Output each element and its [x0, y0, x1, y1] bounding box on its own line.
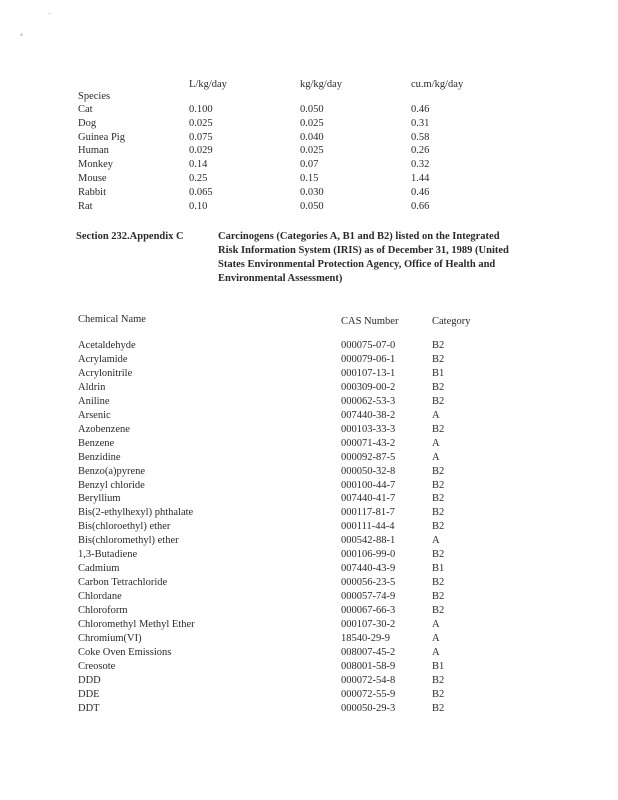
- cas-number: 000107-13-1: [341, 367, 396, 379]
- cas-number: 000056-23-5: [341, 577, 396, 589]
- category-value: B2: [432, 605, 445, 617]
- l-kg-day-value: 0.100: [189, 104, 213, 115]
- cas-number: 000106-99-0: [341, 549, 396, 561]
- chemical-name: Acrylonitrile: [78, 367, 133, 379]
- species-name: Mouse: [78, 173, 107, 184]
- species-row: [0, 158, 618, 172]
- chemical-name: Coke Oven Emissions: [78, 646, 172, 658]
- kg-kg-day-value: 0.040: [300, 131, 324, 143]
- chemical-row: [0, 465, 618, 479]
- cu-m-kg-day-value: 0.58: [411, 131, 430, 143]
- chemical-name: Beryllium: [78, 493, 121, 505]
- cas-number: 000050-32-8: [341, 465, 396, 477]
- chemical-row: [0, 451, 618, 465]
- species-name: Guinea Pig: [78, 131, 125, 143]
- species-row-header: Species: [78, 91, 111, 102]
- chemical-name: DDT: [78, 702, 100, 714]
- cas-number: 000075-07-0: [341, 340, 396, 351]
- chemical-name: Bis(2-ethylhexyl) phthalate: [78, 507, 194, 519]
- category-value: B2: [432, 381, 445, 393]
- column-header-kg-kg-day: kg/kg/day: [300, 79, 342, 90]
- category-value: B2: [432, 521, 445, 533]
- species-row: [0, 144, 618, 158]
- category-value: A: [432, 535, 440, 547]
- species-row: [0, 103, 618, 117]
- chemical-row: [0, 534, 618, 548]
- chemical-row: [0, 646, 618, 660]
- category-value: B2: [432, 395, 445, 407]
- species-row: [0, 172, 618, 186]
- category-value: A: [432, 409, 440, 421]
- cas-number: 000071-43-2: [341, 437, 396, 449]
- chemical-name: Bis(chloromethyl) ether: [78, 535, 179, 547]
- cas-number: 000542-88-1: [341, 535, 396, 547]
- category-value: B2: [432, 591, 445, 603]
- kg-kg-day-value: 0.050: [300, 104, 324, 115]
- category-value: B2: [432, 688, 445, 700]
- category-value: A: [432, 632, 440, 644]
- chemical-row: [0, 548, 618, 562]
- species-row: [0, 117, 618, 131]
- chemical-row: [0, 367, 618, 381]
- section-label: Section 232.Appendix C: [76, 231, 184, 242]
- cas-number: 000111-44-4: [341, 521, 395, 533]
- category-value: B2: [432, 549, 445, 561]
- kg-kg-day-value: 0.07: [300, 159, 319, 171]
- category-value: B2: [432, 465, 445, 477]
- chemical-row: [0, 674, 618, 688]
- chemical-name: Creosote: [78, 660, 116, 672]
- chemical-name: DDD: [78, 674, 101, 686]
- chemical-name: Chloromethyl Methyl Ether: [78, 619, 195, 630]
- chemical-name: Bis(chloroethyl) ether: [78, 521, 171, 533]
- column-header-l-kg-day: L/kg/day: [189, 79, 227, 90]
- cas-number: 000050-29-3: [341, 702, 396, 714]
- chemical-name: Acrylamide: [78, 353, 128, 365]
- kg-kg-day-value: 0.15: [300, 173, 319, 184]
- scan-mark-dash: -: [48, 8, 51, 18]
- chemical-name: Benzo(a)pyrene: [78, 465, 146, 477]
- cas-number: 000079-06-1: [341, 353, 396, 365]
- cu-m-kg-day-value: 0.46: [411, 186, 430, 198]
- chemical-row: [0, 660, 618, 674]
- category-value: A: [432, 437, 440, 449]
- chemical-name: Chloroform: [78, 605, 128, 617]
- cas-number: 000100-44-7: [341, 479, 396, 491]
- cu-m-kg-day-value: 0.26: [411, 145, 430, 157]
- chemical-row: [0, 520, 618, 534]
- chemical-row: [0, 492, 618, 506]
- category-value: B1: [432, 660, 445, 672]
- species-row: [0, 186, 618, 200]
- category-value: B2: [432, 493, 445, 505]
- cas-number: 18540-29-9: [341, 632, 390, 644]
- chemical-name: Benzene: [78, 437, 115, 449]
- species-name: Cat: [78, 104, 93, 115]
- cu-m-kg-day-value: 0.46: [411, 104, 430, 115]
- chemical-row: [0, 604, 618, 618]
- header-category: Category: [432, 316, 471, 327]
- chemical-row: [0, 409, 618, 423]
- category-value: B2: [432, 353, 445, 365]
- chemical-name: 1,3-Butadiene: [78, 549, 138, 561]
- cas-number: 008001-58-9: [341, 660, 396, 672]
- cas-number: 000072-55-9: [341, 688, 396, 700]
- chemical-row: [0, 395, 618, 409]
- species-name: Human: [78, 145, 109, 157]
- chemical-name: Arsenic: [78, 409, 111, 421]
- kg-kg-day-value: 0.050: [300, 200, 324, 212]
- chemical-row: [0, 590, 618, 604]
- chemical-row: [0, 702, 618, 716]
- category-value: B2: [432, 507, 445, 519]
- category-value: B1: [432, 367, 445, 379]
- category-value: B2: [432, 479, 445, 491]
- category-value: B2: [432, 340, 445, 351]
- scan-mark-dot: •: [20, 30, 24, 40]
- l-kg-day-value: 0.029: [189, 145, 213, 157]
- chemical-name: Azobenzene: [78, 423, 130, 435]
- cu-m-kg-day-value: 1.44: [411, 173, 430, 184]
- category-value: B1: [432, 563, 445, 575]
- category-value: B2: [432, 423, 445, 435]
- chemical-row: [0, 506, 618, 520]
- species-name: Dog: [78, 117, 97, 129]
- chemical-name: Benzyl chloride: [78, 479, 145, 491]
- header-cas-number: CAS Number: [341, 316, 399, 327]
- column-header-cu-m-kg-day: cu.m/kg/day: [411, 79, 464, 90]
- cas-number: 007440-38-2: [341, 409, 396, 421]
- category-value: B2: [432, 702, 445, 714]
- cas-number: 000057-74-9: [341, 591, 396, 603]
- l-kg-day-value: 0.25: [189, 173, 208, 184]
- species-name: Rat: [78, 200, 93, 212]
- l-kg-day-value: 0.10: [189, 200, 208, 212]
- cas-number: 000117-81-7: [341, 507, 395, 519]
- cu-m-kg-day-value: 0.66: [411, 200, 430, 212]
- category-value: A: [432, 619, 440, 630]
- chemical-row: [0, 479, 618, 493]
- chemical-name: Acetaldehyde: [78, 340, 136, 351]
- chemical-name: Aniline: [78, 395, 110, 407]
- chemical-name: DDE: [78, 688, 100, 700]
- chemical-row: [0, 339, 618, 353]
- category-value: B2: [432, 674, 445, 686]
- cas-number: 008007-45-2: [341, 646, 396, 658]
- l-kg-day-value: 0.075: [189, 131, 213, 143]
- cas-number: 000072-54-8: [341, 674, 396, 686]
- chemical-name: Carbon Tetrachloride: [78, 577, 168, 589]
- species-name: Monkey: [78, 159, 113, 171]
- l-kg-day-value: 0.065: [189, 186, 213, 198]
- chemical-name: Cadmium: [78, 563, 120, 575]
- chemical-name: Aldrin: [78, 381, 106, 393]
- cas-number: 000103-33-3: [341, 423, 396, 435]
- cas-number: 007440-41-7: [341, 493, 396, 505]
- cas-number: 000092-87-5: [341, 451, 396, 463]
- chemical-row: [0, 353, 618, 367]
- species-row: [0, 200, 618, 214]
- chemical-row: [0, 688, 618, 702]
- cas-number: 000309-00-2: [341, 381, 396, 393]
- section-title: Carcinogens (Categories A, B1 and B2) listed on the Integrated Risk Information System (IRIS) as of December 31, 1989 (United States Environmental Protection Agency, Office of Health and Environmental Assessment): [218, 231, 509, 284]
- kg-kg-day-value: 0.030: [300, 186, 324, 198]
- cas-number: 000107-30-2: [341, 619, 396, 630]
- cu-m-kg-day-value: 0.32: [411, 159, 430, 171]
- species-row: [0, 131, 618, 145]
- category-value: A: [432, 646, 440, 658]
- chemical-row: [0, 562, 618, 576]
- kg-kg-day-value: 0.025: [300, 117, 324, 129]
- cas-number: 007440-43-9: [341, 563, 396, 575]
- l-kg-day-value: 0.025: [189, 117, 213, 129]
- l-kg-day-value: 0.14: [189, 159, 208, 171]
- chemical-row: [0, 576, 618, 590]
- kg-kg-day-value: 0.025: [300, 145, 324, 157]
- species-name: Rabbit: [78, 186, 106, 198]
- chemical-row: [0, 618, 618, 632]
- cas-number: 000067-66-3: [341, 605, 396, 617]
- category-value: A: [432, 451, 440, 463]
- chemical-row: [0, 632, 618, 646]
- chemical-row: [0, 381, 618, 395]
- cu-m-kg-day-value: 0.31: [411, 117, 430, 129]
- chemical-row: [0, 423, 618, 437]
- cas-number: 000062-53-3: [341, 395, 396, 407]
- chemical-row: [0, 437, 618, 451]
- header-chemical-name: Chemical Name: [78, 314, 146, 325]
- chemical-name: Benzidine: [78, 451, 121, 463]
- chemical-name: Chlordane: [78, 591, 122, 603]
- category-value: B2: [432, 577, 445, 589]
- chemical-name: Chromium(VI): [78, 632, 142, 644]
